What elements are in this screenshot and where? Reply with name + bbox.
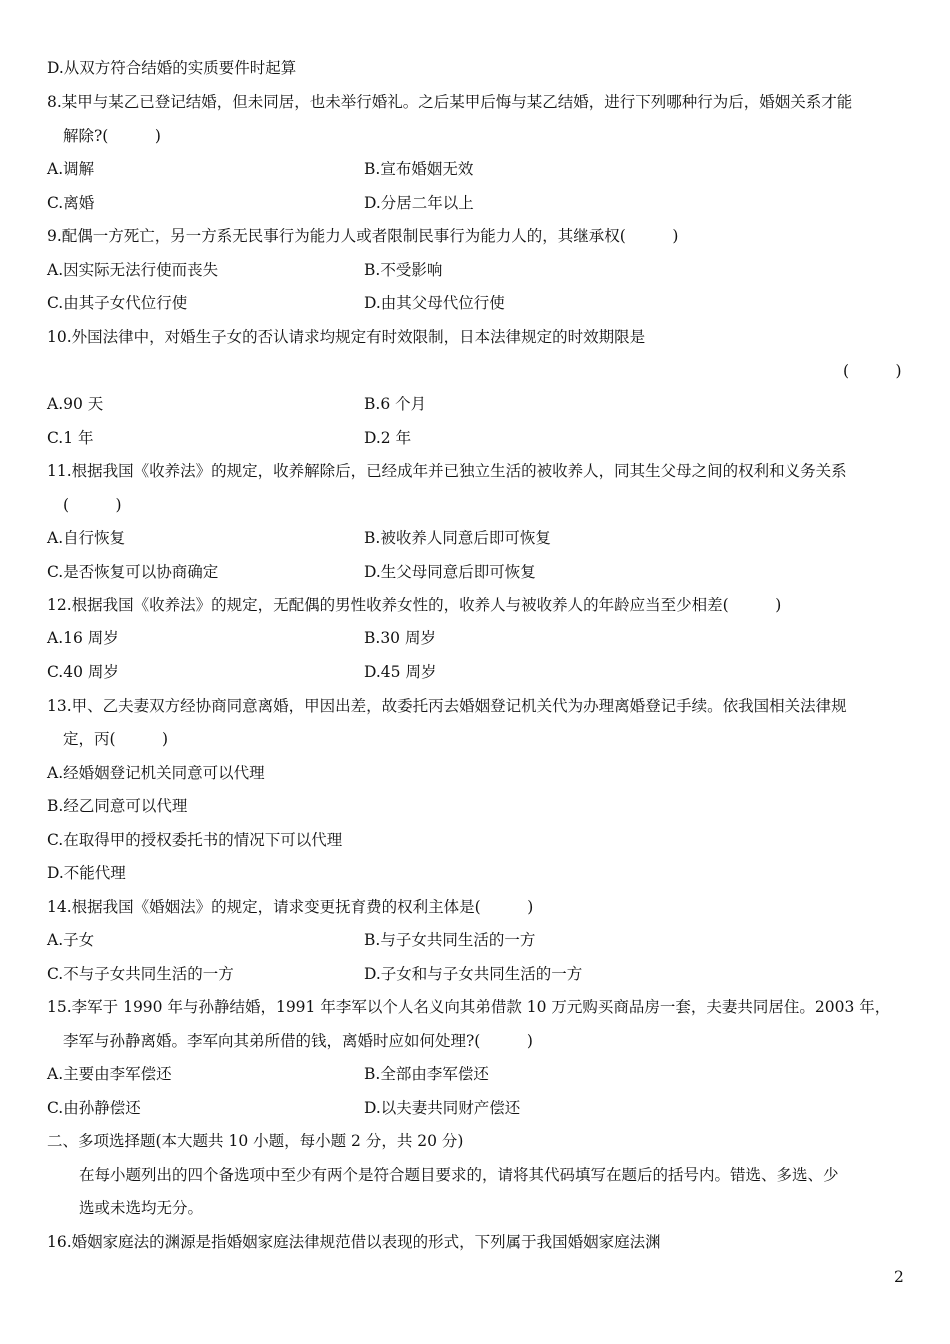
option-11a: A.自行恢复 (47, 529, 126, 547)
option-9a: A.因实际无法行使而丧失 (47, 261, 219, 279)
question-8-cont: 解除?( ) (63, 127, 161, 145)
option-11c: C.是否恢复可以协商确定 (47, 563, 219, 581)
section-2-instructions: 在每小题列出的四个备选项中至少有两个是符合题目要求的，请将其代码填写在题后的括号内。错选、多选、少 (79, 1166, 839, 1184)
option-14d: D.子女和与子女共同生活的一方 (364, 965, 583, 983)
option-8c: C.离婚 (47, 194, 95, 212)
question-15-cont: 李军与孙静离婚。李军向其弟所借的钱，离婚时应如何处理?( ) (63, 1032, 533, 1050)
option-9c: C.由其子女代位行使 (47, 294, 188, 312)
question-11: 11.根据我国《收养法》的规定，收养解除后，已经成年并已独立生活的被收养人，同其生父母之间的权利和义务关系 (47, 462, 847, 480)
option-9b: B.不受影响 (364, 261, 443, 279)
option-11b: B.被收养人同意后即可恢复 (364, 529, 551, 547)
question-13-cont: 定，丙( ) (63, 730, 169, 748)
option-12c: C.40 周岁 (47, 663, 119, 681)
question-8: 8.某甲与某乙已登记结婚，但未同居，也未举行婚礼。之后某甲后悔与某乙结婚，进行下列哪种行为后，婚姻关系才能 (47, 93, 853, 111)
option-12d: D.45 周岁 (364, 663, 437, 681)
option-15d: D.以夫妻共同财产偿还 (364, 1099, 521, 1117)
question-14: 14.根据我国《婚姻法》的规定，请求变更抚育费的权利主体是( ) (47, 898, 534, 916)
question-13: 13.甲、乙夫妻双方经协商同意离婚，甲因出差，故委托丙去婚姻登记机关代为办理离婚登记手续。依我国相关法律规 (47, 697, 847, 715)
question-11-bracket: ( ) (63, 496, 122, 514)
option-9d: D.由其父母代位行使 (364, 294, 505, 312)
section-2-heading: 二、多项选择题(本大题共 10 小题，每小题 2 分，共 20 分) (47, 1132, 464, 1150)
question-16: 16.婚姻家庭法的渊源是指婚姻家庭法律规范借以表现的形式，下列属于我国婚姻家庭法渊 (47, 1233, 661, 1251)
option-13b: B.经乙同意可以代理 (47, 797, 188, 815)
question-10-bracket: ( ) (843, 362, 902, 380)
option-11d: D.生父母同意后即可恢复 (364, 563, 536, 581)
option-8b: B.宣布婚姻无效 (364, 160, 474, 178)
option-10d: D.2 年 (364, 429, 412, 447)
question-10: 10.外国法律中，对婚生子女的否认请求均规定有时效限制，日本法律规定的时效期限是 (47, 328, 646, 346)
option-13d: D.不能代理 (47, 864, 126, 882)
question-15: 15.李军于 1990 年与孙静结婚，1991 年李军以个人名义向其弟借款 10 万元购买商品房一套，夫妻共同居住。2003 年， (47, 998, 891, 1016)
page-number: 2 (894, 1268, 904, 1286)
question-12: 12.根据我国《收养法》的规定，无配偶的男性收养女性的，收养人与被收养人的年龄应当至少相差( ) (47, 596, 782, 614)
option-8d: D.分居二年以上 (364, 194, 474, 212)
option-15b: B.全部由李军偿还 (364, 1065, 489, 1083)
option-13a: A.经婚姻登记机关同意可以代理 (47, 764, 265, 782)
option-13c: C.在取得甲的授权委托书的情况下可以代理 (47, 831, 343, 849)
option-12a: A.16 周岁 (47, 629, 119, 647)
question-9: 9.配偶一方死亡，另一方系无民事行为能力人或者限制民事行为能力人的，其继承权( ) (47, 227, 679, 245)
option-14b: B.与子女共同生活的一方 (364, 931, 536, 949)
option-10a: A.90 天 (47, 395, 104, 413)
section-2-instructions-cont: 选或未选均无分。 (79, 1199, 204, 1217)
option-10b: B.6 个月 (364, 395, 427, 413)
option-14c: C.不与子女共同生活的一方 (47, 965, 234, 983)
option-12b: B.30 周岁 (364, 629, 436, 647)
option-7d: D.从双方符合结婚的实质要件时起算 (47, 59, 297, 77)
option-8a: A.调解 (47, 160, 95, 178)
option-10c: C.1 年 (47, 429, 94, 447)
option-14a: A.子女 (47, 931, 95, 949)
option-15a: A.主要由李军偿还 (47, 1065, 172, 1083)
option-15c: C.由孙静偿还 (47, 1099, 141, 1117)
